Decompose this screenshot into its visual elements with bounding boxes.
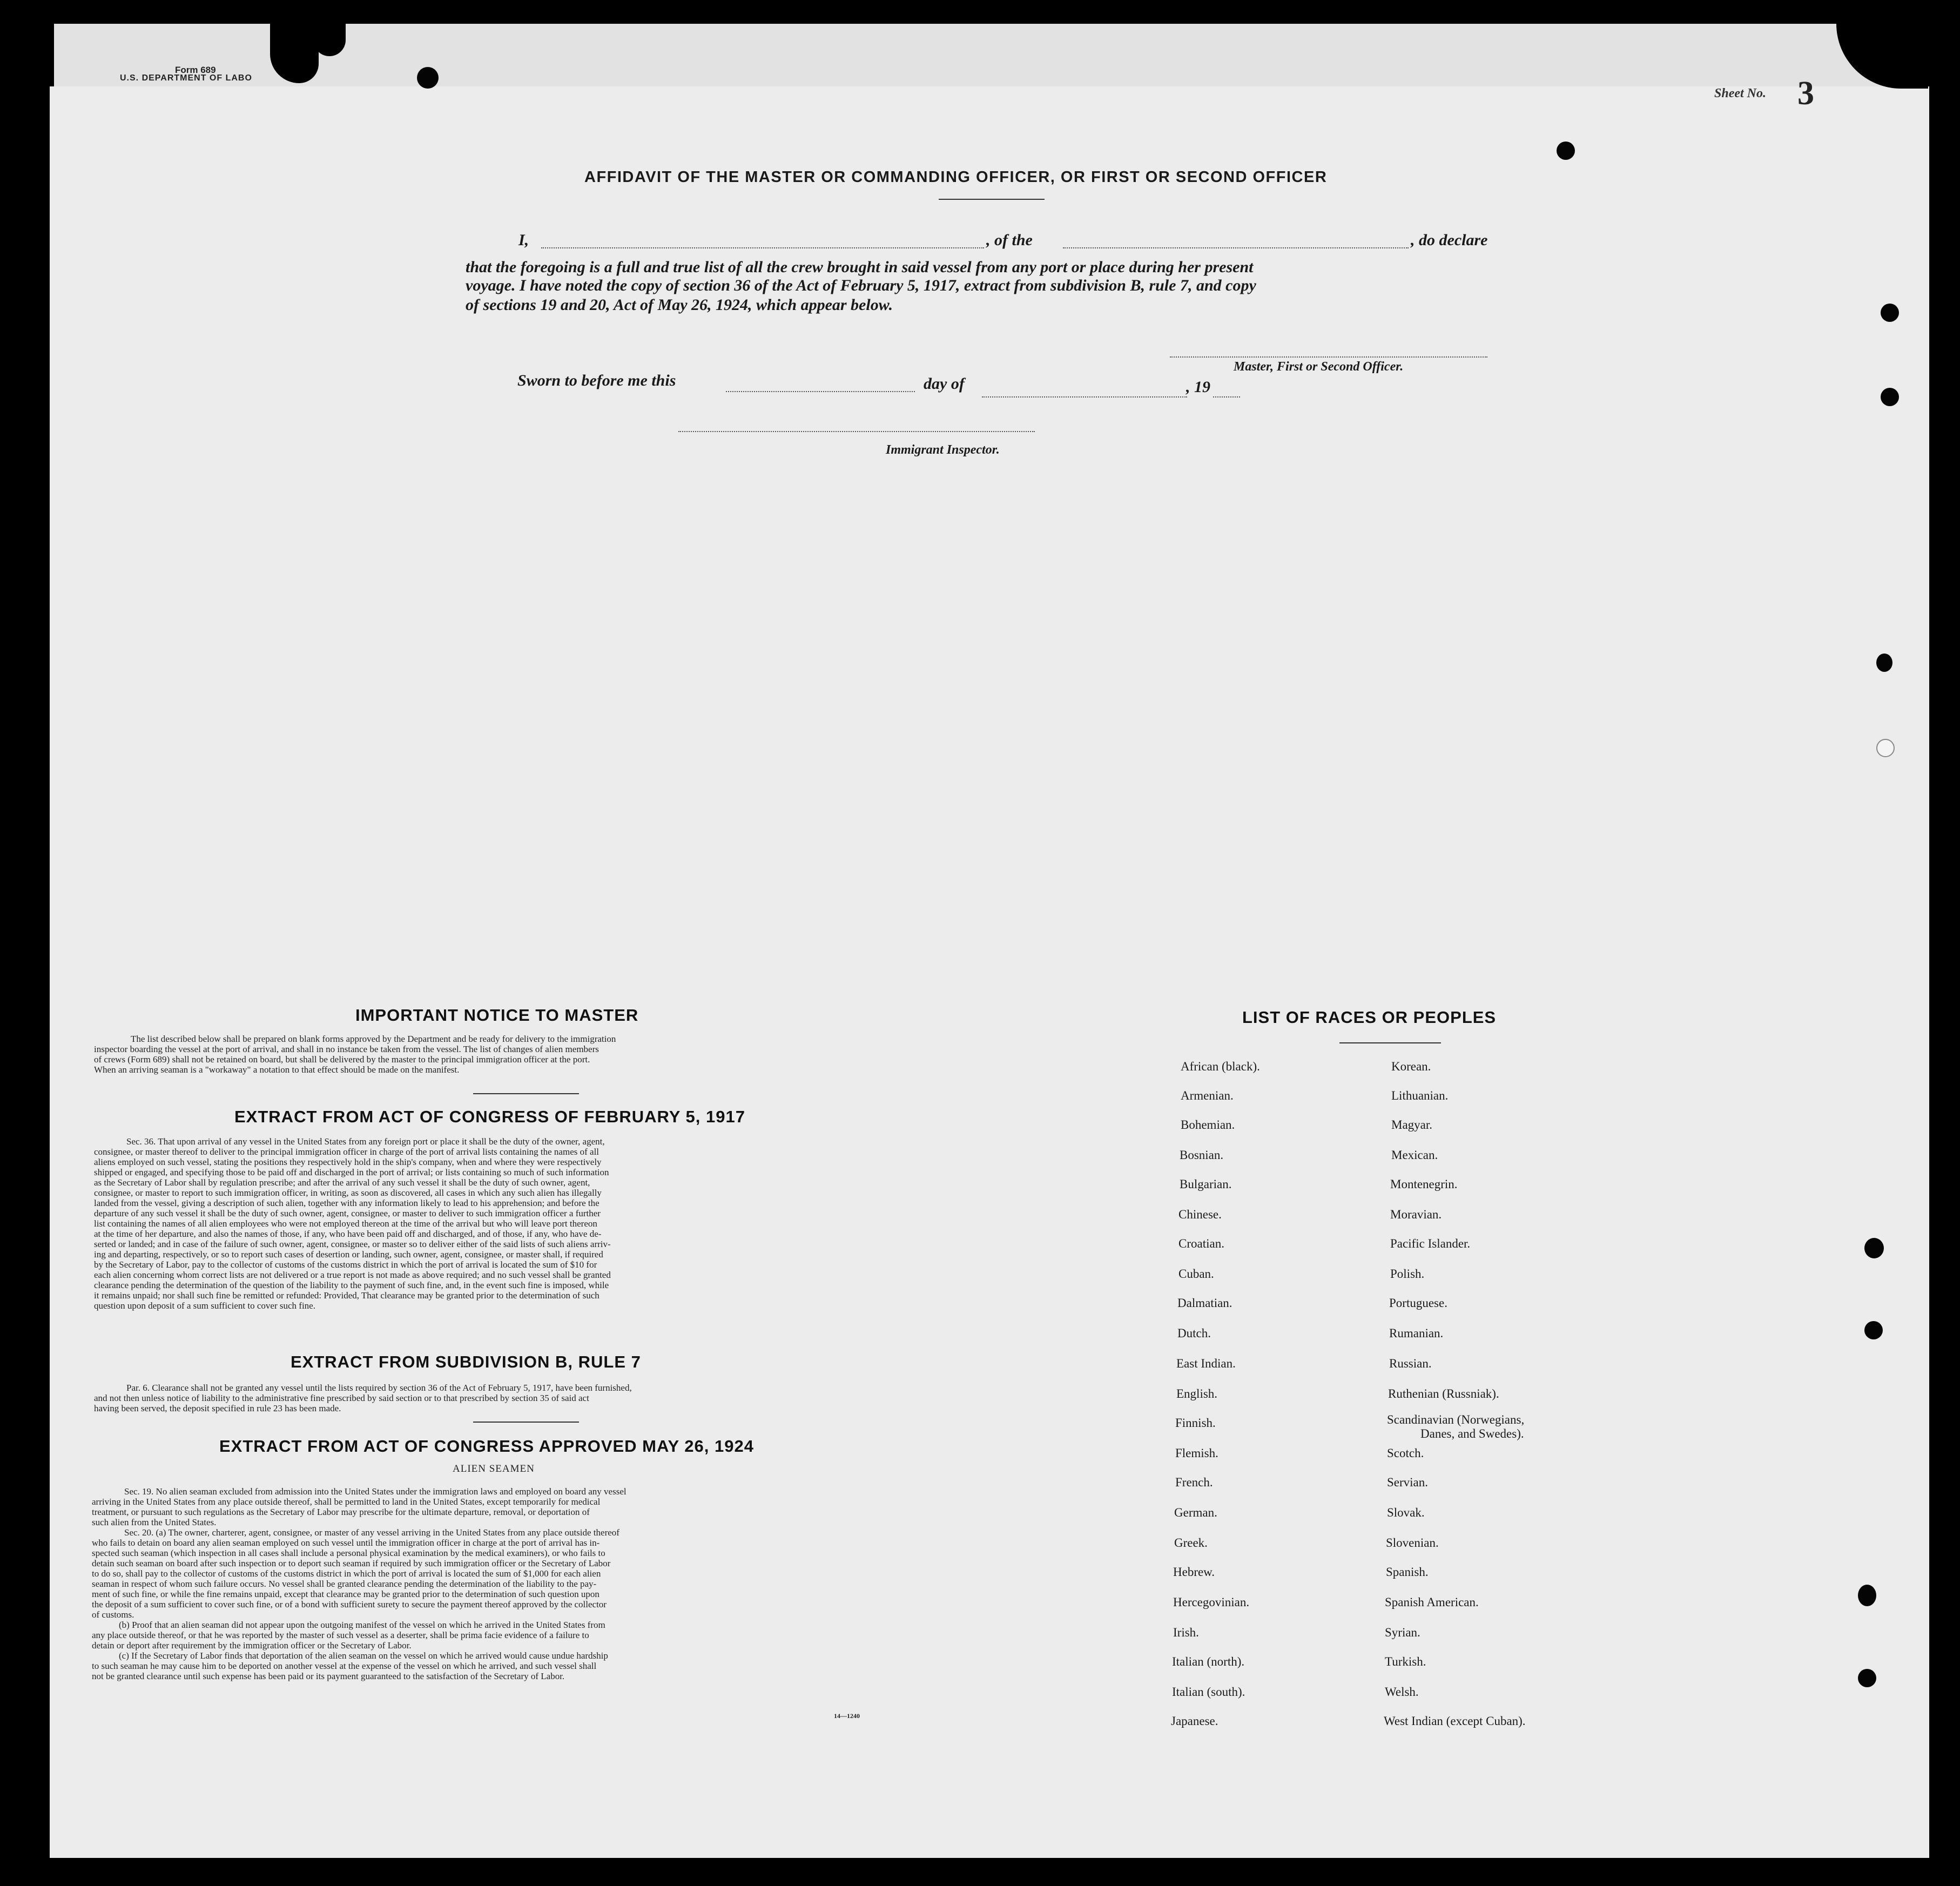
extract-line: aliens employed on such vessel, stating the positions they respectively hold in the ship's company, when and where they were respectively xyxy=(94,1157,602,1167)
race-item: Flemish. xyxy=(1175,1446,1218,1460)
extract-1924-body xyxy=(92,1486,913,1681)
punch-hole xyxy=(1876,654,1892,672)
race-item: Korean. xyxy=(1391,1060,1431,1073)
divider xyxy=(473,1093,579,1094)
punch-hole xyxy=(1881,304,1899,322)
notice-line: When an arriving seaman is a "workaway" a notation to that effect should be made on the manifest. xyxy=(94,1065,460,1075)
race-item: Italian (south). xyxy=(1172,1685,1245,1699)
extract-line: the deposit of a sum sufficient to cover such fine, or of a bond with sufficient surety to secure the payment thereof approved by the collector xyxy=(92,1599,607,1609)
print-code: 14—1240 xyxy=(834,1712,860,1720)
race-item: Greek. xyxy=(1174,1536,1208,1550)
races-title: LIST OF RACES OR PEOPLES xyxy=(1242,1008,1497,1027)
extract-line: ment of such fine, or while the fine remains unpaid, except that clearance may be granted prior to the determination of such question upon xyxy=(92,1589,600,1599)
name-blank[interactable] xyxy=(541,247,984,248)
punch-hole xyxy=(1858,1585,1876,1606)
extract-line: arriving in the United States from any place outside thereof, shall be permitted to land in the United States, except temporarily for medical xyxy=(92,1497,601,1507)
race-item: Irish. xyxy=(1173,1626,1199,1639)
extract-line: serted or landed; and in case of the failure of such owner, agent, consignee, or master so to deliver either of the said lists of such aliens arriv- xyxy=(94,1239,611,1249)
race-item: East Indian. xyxy=(1176,1357,1236,1370)
affidavit-line3: voyage. I have noted the copy of section 36 of the Act of February 5, 1917, extract from subdivision B, rule 7, and copy xyxy=(466,277,1256,294)
extract-line: Sec. 19. No alien seaman excluded from admission into the United States under the immigration laws and employed on board any vessel xyxy=(124,1486,627,1497)
extract-line: Sec. 36. That upon arrival of any vessel in the United States from any foreign port or place it shall be the duty of the owner, agent, xyxy=(126,1136,605,1147)
extract-line: Sec. 20. (a) The owner, charterer, agent, consignee, or master of any vessel arriving in the United States from any place outside thereof xyxy=(124,1527,619,1538)
race-item: Syrian. xyxy=(1385,1626,1420,1639)
sworn-year-prefix: , 19 xyxy=(1186,378,1210,396)
divider xyxy=(473,1422,579,1423)
extract-line: detain or deport after requirement by the immigration officer or the Secretary of Labor. xyxy=(92,1640,412,1651)
master-signature-blank[interactable] xyxy=(1170,356,1487,358)
race-item: Hebrew. xyxy=(1173,1565,1215,1579)
affidavit-line1-of-the: , of the xyxy=(986,231,1033,249)
extract-1924-subtitle: ALIEN SEAMEN xyxy=(453,1463,535,1474)
race-item: Rumanian. xyxy=(1389,1326,1444,1340)
extract-line: it remains unpaid; nor shall such fine be remitted or refunded: Provided, That clearance may be granted prior to the determination of such xyxy=(94,1290,600,1301)
affidavit-line4: of sections 19 and 20, Act of May 26, 1924, which appear below. xyxy=(466,296,893,314)
race-item: Bohemian. xyxy=(1181,1118,1235,1131)
extract-line: having been served, the deposit specified in rule 23 has been made. xyxy=(94,1403,341,1413)
race-item: West Indian (except Cuban). xyxy=(1384,1714,1526,1728)
sworn-day-blank[interactable] xyxy=(726,391,915,392)
race-item: French. xyxy=(1175,1476,1213,1489)
extract-line: clearance pending the determination of the question of the liability to the payment of such fine, and, in the event such fine is imposed, while xyxy=(94,1280,609,1290)
race-item: Scotch. xyxy=(1387,1446,1424,1460)
master-signature-caption: Master, First or Second Officer. xyxy=(1234,360,1404,374)
extract-line: shipped or engaged, and specifying those to be paid off and discharged in the port of arrival; or lists containing so much of such information xyxy=(94,1167,609,1177)
race-item: Dutch. xyxy=(1177,1326,1211,1340)
extract-line: consignee, or master to report to such immigration officer, in writing, as soon as discovered, all cases in which any such alien has illegally xyxy=(94,1188,602,1198)
extract-line: list containing the names of all alien employees who were not employed thereon at the time of the arrival but who will leave port thereon xyxy=(94,1218,597,1229)
extract-line: such alien from the United States. xyxy=(92,1517,217,1527)
race-item: Dalmatian. xyxy=(1177,1296,1232,1310)
extract-line: (b) Proof that an alien seaman did not appear upon the outgoing manifest of the vessel on which he arrived in the United States from xyxy=(119,1620,605,1630)
notice-line: The list described below shall be prepared on blank forms approved by the Department and be ready for delivery to the immigration xyxy=(131,1034,616,1044)
extract-line: to such seaman he may cause him to be deported on another vessel at the expense of the vessel on which he arrived, and such vessel shall xyxy=(92,1661,597,1671)
race-item: Portuguese. xyxy=(1389,1296,1447,1310)
race-item: Cuban. xyxy=(1178,1267,1214,1281)
extract-1924-title: EXTRACT FROM ACT OF CONGRESS APPROVED MAY 26, 1924 xyxy=(219,1437,754,1456)
extract-line: any place outside thereof, or that he was reported by the master of such vessel as a deserter, shall be prima facie evidence of a failure to xyxy=(92,1630,589,1640)
race-item: Mexican. xyxy=(1391,1148,1438,1162)
race-item: Japanese. xyxy=(1171,1714,1218,1728)
sworn-day-of: day of xyxy=(924,375,965,393)
extract-line: (c) If the Secretary of Labor finds that deportation of the alien seaman on the vessel on which he arrived would cause undue hardship xyxy=(119,1651,608,1661)
inspector-signature-blank[interactable] xyxy=(678,431,1035,432)
extract-line: who fails to detain on board any alien seaman employed on such vessel until the immigration officer in charge at the port of arrival has in- xyxy=(92,1538,600,1548)
race-item: Finnish. xyxy=(1175,1416,1216,1430)
extract-line: to do so, shall pay to the collector of customs of the customs district in which the port of arrival is located the sum of $1,000 for each alien xyxy=(92,1568,601,1579)
extract-line: of customs. xyxy=(92,1609,134,1620)
extract-line: each alien concerning whom correct lists are not delivered or a true report is not made as above required; and no such vessel shall be granted xyxy=(94,1270,611,1280)
punch-hole xyxy=(1881,388,1899,406)
race-item: Bosnian. xyxy=(1180,1148,1224,1162)
race-item: Slovak. xyxy=(1387,1506,1425,1519)
race-item: Slovenian. xyxy=(1386,1536,1439,1550)
race-item: Spanish. xyxy=(1386,1565,1429,1579)
extract-line: by the Secretary of Labor, pay to the collector of customs of the customs district in which the port of arrival is located the sum of $10 for xyxy=(94,1259,597,1270)
inspector-caption: Immigrant Inspector. xyxy=(886,443,1000,457)
form-number: Form 689 xyxy=(175,65,216,75)
race-item: Italian (north). xyxy=(1172,1655,1245,1668)
sworn-year-blank[interactable] xyxy=(1213,396,1240,398)
punch-hole xyxy=(417,67,439,89)
race-item: Welsh. xyxy=(1385,1685,1419,1699)
affidavit-line1-i: I, xyxy=(518,231,529,249)
divider xyxy=(1339,1042,1441,1043)
extract-line: seaman in respect of whom such failure occurs. No vessel shall be granted clearance pending the determination of the liability to the pay- xyxy=(92,1579,597,1589)
divider xyxy=(939,199,1045,200)
punch-hole xyxy=(1557,142,1575,160)
extract-rule7-body xyxy=(94,1383,915,1413)
sheet-label: Sheet No. xyxy=(1714,86,1766,100)
extract-line: treatment, or pursuant to such regulations as the Secretary of Labor may prescribe for the ultimate departure, removal, or deportation of xyxy=(92,1507,590,1517)
extract-line: question upon deposit of a sum sufficient to cover such fine. xyxy=(94,1301,315,1311)
race-item-continuation: Danes, and Swedes). xyxy=(1420,1427,1524,1440)
extract-rule7-title: EXTRACT FROM SUBDIVISION B, RULE 7 xyxy=(291,1352,641,1371)
affidavit-line2: that the foregoing is a full and true list of all the crew brought in said vessel from any port or place during her present xyxy=(466,258,1254,276)
race-item: Moravian. xyxy=(1390,1208,1442,1221)
vessel-blank[interactable] xyxy=(1063,247,1409,248)
extract-line: consignee, or master thereof to deliver to the principal immigration officer in charge of the port of arrival lists containing the names of all xyxy=(94,1147,600,1157)
notice-line: of crews (Form 689) shall not be retained on board, but shall be delivered by the master to the principal immigration officer at the port. xyxy=(94,1054,590,1065)
extract-line: not be granted clearance until such expense has been paid or its payment guaranteed to the satisfaction of the Secretary of Labor. xyxy=(92,1671,565,1681)
extract-line: as the Secretary of Labor shall by regulation prescribe; and after the arrival of any such vessel it shall be the duty of such owner, agent, xyxy=(94,1177,590,1188)
notice-title: IMPORTANT NOTICE TO MASTER xyxy=(355,1006,639,1025)
sworn-month-blank[interactable] xyxy=(982,396,1187,398)
affidavit-line1-declare: , do declare xyxy=(1411,231,1488,249)
race-item: Ruthenian (Russniak). xyxy=(1388,1387,1499,1400)
extract-line: at the time of her departure, and also the names of those, if any, who have been paid off and discharged, and of those, if any, who have de- xyxy=(94,1229,602,1239)
race-item: Armenian. xyxy=(1181,1089,1234,1102)
punch-hole xyxy=(1876,739,1895,757)
department-name: U.S. DEPARTMENT OF LABO xyxy=(120,73,252,83)
extract-line: Par. 6. Clearance shall not be granted any vessel until the lists required by section 36 of the Act of February 5, 1917, have been furnished, xyxy=(126,1383,632,1393)
extract-line: spected such seaman (which inspection in all cases shall include a personal physical examination by the medical examiners), or who fails to xyxy=(92,1548,605,1558)
notice-body xyxy=(94,1034,915,1075)
race-item: Scandinavian (Norwegians, xyxy=(1387,1413,1525,1426)
punch-hole xyxy=(1864,1238,1884,1258)
race-item: Spanish American. xyxy=(1385,1595,1479,1609)
race-item: English. xyxy=(1176,1387,1218,1400)
race-item: Lithuanian. xyxy=(1391,1089,1449,1102)
punch-hole xyxy=(1858,1669,1876,1687)
race-item: Servian. xyxy=(1387,1476,1429,1489)
affidavit-title: AFFIDAVIT OF THE MASTER OR COMMANDING OFFICER, OR FIRST OR SECOND OFFICER xyxy=(584,169,1328,186)
race-item: Hercegovinian. xyxy=(1173,1595,1250,1609)
race-item: German. xyxy=(1174,1506,1217,1519)
extract-line: and not then unless notice of liability to the administrative fine prescribed by said section or to that prescribed by section 35 of said act xyxy=(94,1393,589,1403)
race-item: Pacific Islander. xyxy=(1390,1237,1471,1250)
race-item: Montenegrin. xyxy=(1390,1177,1458,1191)
extract-1917-title: EXTRACT FROM ACT OF CONGRESS OF FEBRUARY 5, 1917 xyxy=(234,1107,745,1126)
sheet-number: 3 xyxy=(1797,75,1814,112)
race-item: Chinese. xyxy=(1178,1208,1222,1221)
sworn-text: Sworn to before me this xyxy=(517,372,676,389)
extract-line: departure of any such vessel it shall be the duty of such owner, agent, consignee, or master to deliver to such immigration officer a further xyxy=(94,1208,601,1218)
extract-line: ing and departing, respectively, or so to report such cases of desertion or landing, such owner, agent, consignee, or master shall, if required xyxy=(94,1249,603,1259)
race-item: Magyar. xyxy=(1391,1118,1433,1131)
extract-line: detain such seaman on board after such inspection or to deport such seaman if required by such immigration officer or the Secretary of Labor xyxy=(92,1558,611,1568)
notice-line: inspector boarding the vessel at the port of arrival, and shall in no instance be taken from the vessel. The list of changes of alien members xyxy=(94,1044,599,1054)
race-item: Bulgarian. xyxy=(1180,1177,1232,1191)
race-item: African (black). xyxy=(1181,1060,1260,1073)
race-item: Turkish. xyxy=(1385,1655,1426,1668)
race-item: Croatian. xyxy=(1178,1237,1224,1250)
race-item: Russian. xyxy=(1389,1357,1432,1370)
tear-mark xyxy=(313,24,346,56)
punch-hole xyxy=(1864,1321,1883,1339)
race-item: Polish. xyxy=(1390,1267,1425,1281)
extract-1917-body xyxy=(94,1136,915,1311)
extract-line: landed from the vessel, giving a description of such alien, together with any information likely to lead to his apprehension; and before the xyxy=(94,1198,600,1208)
